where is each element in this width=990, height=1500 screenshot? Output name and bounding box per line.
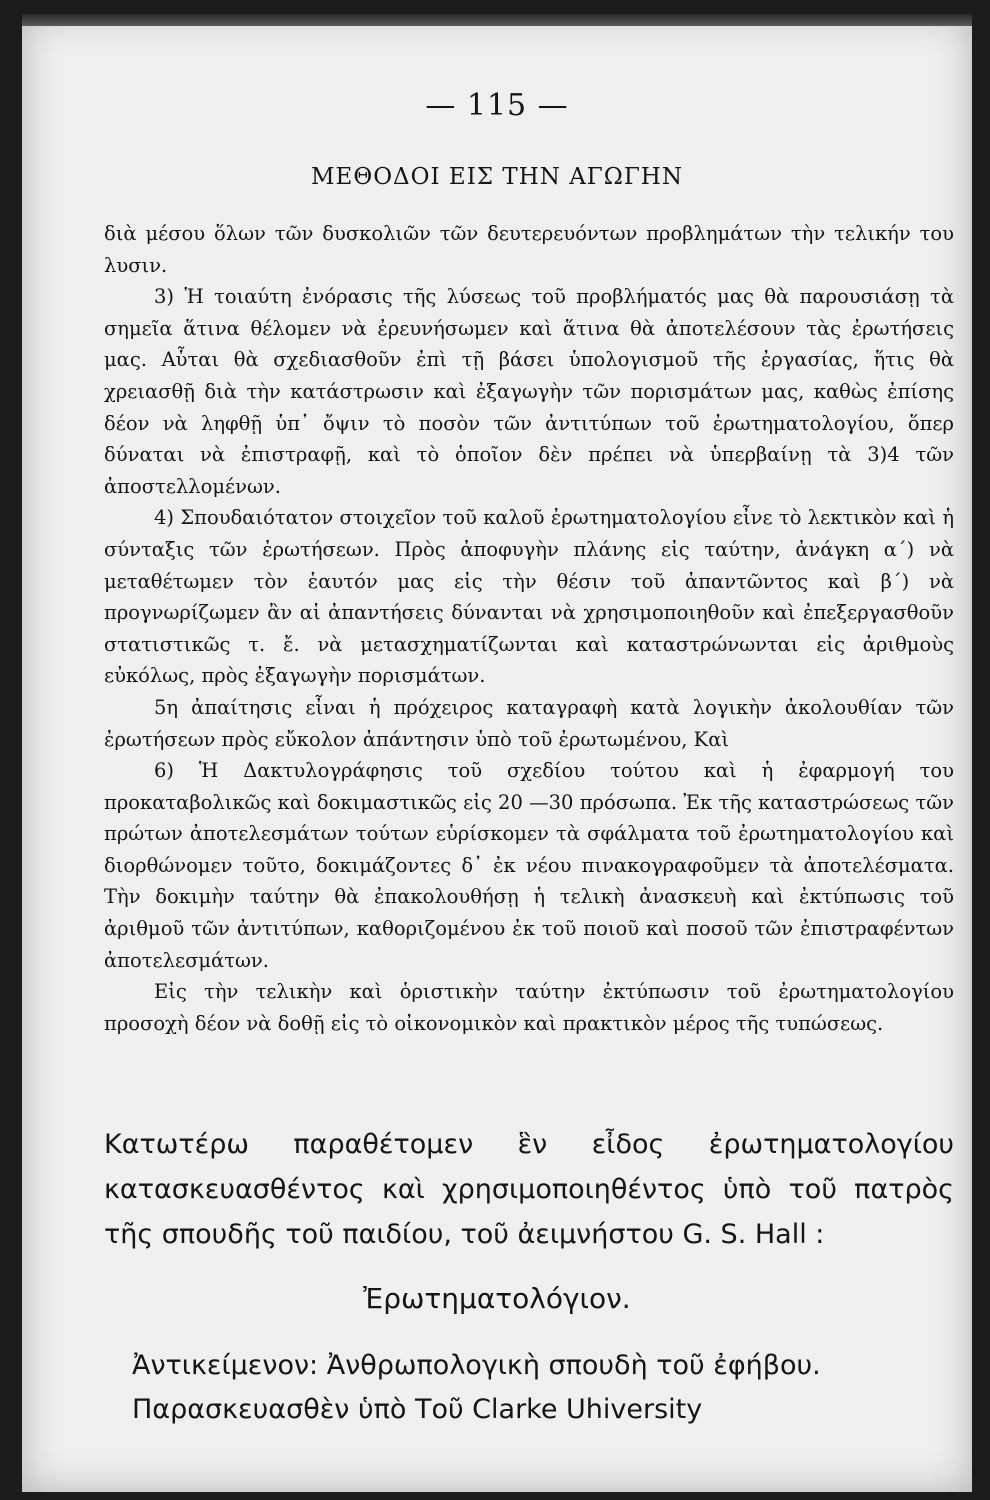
closing-paragraph-block — [104, 1122, 954, 1257]
body-text — [104, 218, 954, 1039]
prepared-by-line: Παρασκευασθὲν ὑπὸ Τοῦ Clarke Uhiversity — [132, 1394, 703, 1425]
paragraph-point-4: 4) Σπουδαιότατον στοιχεῖον τοῦ καλοῦ ἐρωτηματολογίου εἶνε τὸ λεκτικὸν καὶ ἡ σύνταξις τῶν ἐρωτήσεων. Πρὸς ἀποφυγὴν πλάνης εἰς ταύτην, ἀνάγκη α΄) νὰ μεταθέτωμεν τὸν ἑαυτόν μας εἰς τὴν θέσιν τοῦ ἀπαντῶντος καὶ β΄) νὰ προγνωρίζωμεν ἂν αἱ ἀπαντήσεις δύνανται νὰ χρησιμοποιηθοῦν καὶ ἐπεξεργασθοῦν στατιστικῶς τ. ἔ. νὰ μετασχηματίζωνται καὶ καταστρώνωνται εἰς ἀριθμοὺς εὐκόλως, πρὸς ἐξαγωγὴν πορισμάτων. — [104, 506, 954, 688]
book-page — [22, 14, 972, 1492]
questionnaire-header — [132, 1344, 952, 1432]
running-head: ΜΕΘΟΔΟΙ ΕΙΣ ΤΗΝ ΑΓΩΓΗΝ — [311, 164, 683, 190]
questionnaire-title: Ἐρωτηματολόγιον. — [363, 1282, 631, 1315]
paragraph-printing-note: Εἰς τὴν τελικὴν καὶ ὁριστικὴν ταύτην ἐκτύπωσιν τοῦ ἐρωτηματολογίου προσοχὴ δέον νὰ δοθῇ εἰς τὸ οἰκονομικὸν καὶ πρακτικὸν μέρος τῆς τυπώσεως. — [104, 980, 954, 1035]
paragraph-point-6: 6) Ἡ Δακτυλογράφησις τοῦ σχεδίου τούτου καὶ ἡ ἐφαρμογή του προκαταβολικῶς καὶ δοκιμαστικῶς εἰς 20 —30 πρόσωπα. Ἐκ τῆς καταστρώσεως τῶν πρώτων ἀποτελεσμάτων τούτων εὑρίσκομεν τὰ σφάλματα τοῦ ἐρωτηματολογίου καὶ διορθώνομεν τοῦτο, δοκιμάζοντες δ᾿ ἐκ νέου πινακογραφοῦμεν τὰ ἀποτελέσματα. Τὴν δοκιμὴν ταύτην θὰ ἐπακολουθήσῃ ἡ τελικὴ ἀνασκευὴ καὶ ἐκτύπωσις τοῦ ἀριθμοῦ τῶν ἀντιτύπων, καθοριζομένου ἐκ τοῦ ποιοῦ καὶ ποσοῦ τῶν ἐπιστραφέντων ἀποτελεσμάτων. — [104, 759, 954, 972]
paragraph-point-3: 3) Ἡ τοιαύτη ἐνόρασις τῆς λύσεως τοῦ προβλήματός μας θὰ παρουσιάσῃ τὰ σημεῖα ἅτινα θέλομεν νὰ ἐρευνήσωμεν καὶ ἅτινα θὰ ἀποτελέσουν τὰς ἐρωτήσεις μας. Αὗται θὰ σχεδιασθοῦν ἐπὶ τῇ βάσει ὑπολογισμοῦ τῆς ἐργασίας, ἥτις θὰ χρειασθῇ διὰ τὴν κατάστρωσιν καὶ ἐξαγωγὴν τῶν πορισμάτων μας, καθὼς ἐπίσης δέον νὰ ληφθῇ ὑπ᾿ ὄψιν τὸ ποσὸν τῶν ἀντιτύπων τοῦ ἐρωτηματολογίου, ὅπερ δύναται νὰ ἐπιστραφῇ, καὶ τὸ ὁποῖον δὲν πρέπει νὰ ὑπερβαίνῃ τὰ 3)4 τῶν ἀποστελλομένων. — [104, 285, 954, 498]
page-top-shadow — [22, 14, 972, 26]
subject-line: Ἀντικείμενον: Ἀνθρωπολογικὴ σπουδὴ τοῦ ἐφήβου. — [132, 1350, 821, 1381]
paragraph-continuation: διὰ μέσου ὅλων τῶν δυσκολιῶν τῶν δευτερευόντων προβλημάτων τὴν τελικήν του λυσιν. — [104, 222, 954, 277]
page-number: — 115 — — [425, 88, 569, 123]
closing-paragraph: Κατωτέρω παραθέτομεν ἓν εἶδος ἐρωτηματολογίου κατασκευασθέντος καὶ χρησιμοποιηθέντος ὑπὸ τοῦ πατρὸς τῆς σπουδῆς τοῦ παιδίου, τοῦ ἀειμνήστου G. S. Hall : — [104, 1129, 954, 1250]
paragraph-point-5: 5η ἀπαίτησις εἶναι ἡ πρόχειρος καταγραφὴ κατὰ λογικὴν ἀκολουθίαν τῶν ἐρωτήσεων πρὸς εὔκολον ἀπάντησιν ὑπὸ τοῦ ἐρωτωμένου, Καὶ — [104, 695, 954, 751]
